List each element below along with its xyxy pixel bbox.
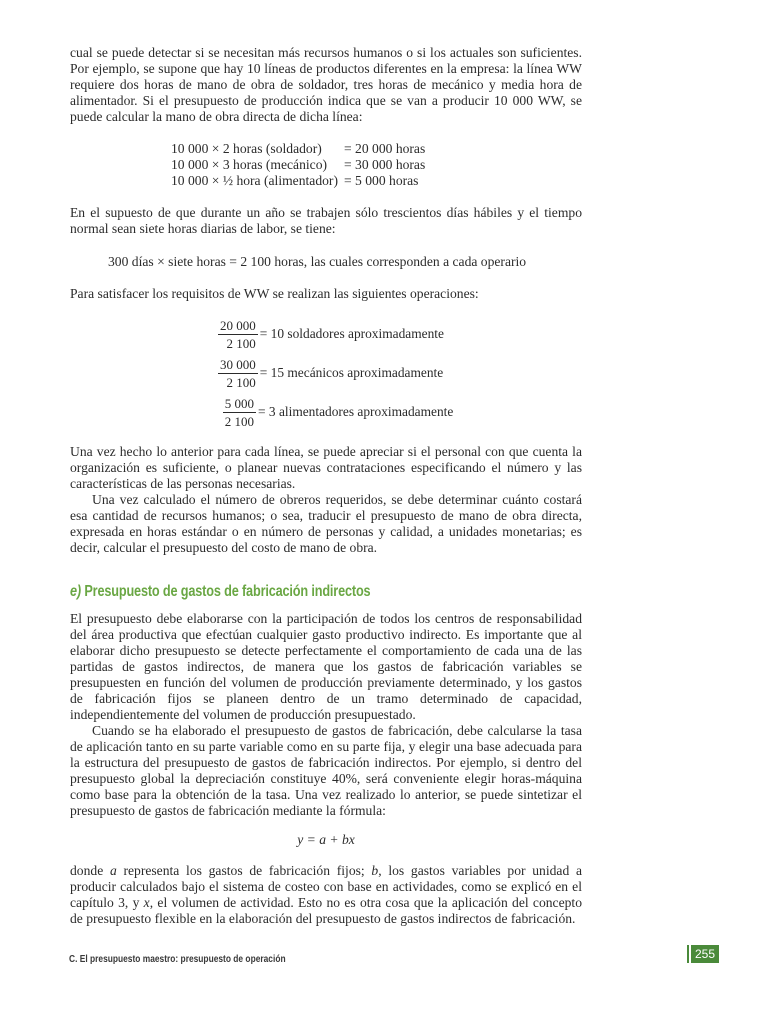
running-footer: C. El presupuesto maestro: presupuesto de operación	[69, 953, 286, 965]
hours-statement	[108, 254, 588, 270]
variable-x: x	[143, 895, 150, 910]
text-run: , el volumen de actividad. Esto no es otra cosa que la aplicación del concepto de presupuesto flexible en la elaboración del presupuesto de gastos indirectos de fabricación.	[70, 895, 582, 926]
fraction-numerator: 5 000	[224, 395, 254, 411]
variable-b: b	[371, 863, 379, 878]
text-run: , los gastos variables por unidad a producir calculados bajo el sistema de costeo con base en actividades, como se explicó en el capítulo 3, y	[70, 863, 582, 910]
section-heading	[70, 584, 370, 600]
paragraph: El presupuesto debe elaborarse con la participación de todos los centros de responsabilidad del área productiva que efectúan cualquier gasto productivo indirecto. Es importante que al elaborar dicho presupuesto se detecte perfectamente el comportamiento de cada una de las partidas de gastos indirectos, de manera que los gastos de fabricación variables se presupuesten en función del volumen de producción previamente determinado, y los gastos de fabricación fijos se planeen dentro de un tramo determinado de capacidad, independientemente del volumen de producción presupuestado.	[70, 611, 582, 722]
body-text	[70, 205, 582, 237]
body-text	[70, 611, 582, 819]
fraction-denominator: 2 100	[226, 374, 256, 390]
section-letter: e)	[70, 583, 81, 600]
equation-rhs: = 30 000 horas	[343, 157, 426, 172]
hours-equations	[171, 141, 425, 189]
paragraph: Una vez calculado el número de obreros requeridos, se debe determinar cuánto costará esa cantidad de recursos humanos; o sea, traducir el presupuesto de mano de obra directa, expresada en horas estándar o en número de personas y calidad, a unidades monetarias; es decir, calcular el presupuesto del costo de mano de obra.	[70, 492, 582, 555]
fraction-denominator: 2 100	[226, 335, 256, 351]
equation-rhs: = 20 000 horas	[343, 141, 426, 156]
equation-row	[171, 141, 425, 157]
equation-lhs: 10 000 × ½ hora (alimentador)	[171, 173, 338, 188]
equation-row	[171, 173, 425, 189]
paragraph: cual se puede detectar si se necesitan más recursos humanos o si los actuales son suficientes. Por ejemplo, se supone que hay 10 líneas de productos diferentes en la empresa: la línea WW requiere dos horas de mano de obra de soldador, tres horas de mecánico y media hora de alimentador. Si el presupuesto de producción indica que se van a producir 10 000 WW, se puede calcular la mano de obra directa de dicha línea:	[70, 45, 582, 124]
equation-rhs: = 5 000 horas	[343, 173, 419, 188]
body-text	[70, 286, 582, 302]
fraction-numerator: 30 000	[220, 356, 256, 372]
fraction-numerator: 20 000	[220, 317, 256, 333]
paragraph: En el supuesto de que durante un año se trabajen sólo trescientos días hábiles y el tiempo normal sean siete horas diarias de labor, se tiene:	[70, 205, 582, 236]
fraction-result: = 3 alimentadores aproximadamente	[258, 404, 454, 419]
body-text	[70, 444, 582, 556]
text-run: donde	[70, 863, 110, 878]
page-number-tab	[687, 945, 719, 963]
formula: y = a + bx	[297, 832, 355, 847]
fraction-result: = 15 mecánicos aproximadamente	[259, 365, 444, 380]
page-number: 255	[691, 945, 719, 963]
fraction-result: = 10 soldadores aproximadamente	[259, 326, 444, 341]
paragraph: Para satisfacer los requisitos de WW se realizan las siguientes operaciones:	[70, 286, 479, 301]
paragraph	[70, 863, 582, 927]
paragraph: 300 días × siete horas = 2 100 horas, las cuales corresponden a cada operario	[108, 254, 527, 269]
fraction-equation	[218, 394, 453, 430]
text-run: representa los gastos de fabricación fijos;	[116, 863, 372, 878]
paragraph: Cuando se ha elaborado el presupuesto de gastos de fabricación, debe calcularse la tasa de aplicación tanto en su parte variable como en su parte fija, y elegir una base adecuada para la estructura del presupuesto de gastos de fabricación indirectos. Por ejemplo, si dentro del presupuesto global la depreciación constituye 40%, será conveniente elegir horas-máquina como base para la obtención de la tasa. Una vez realizado lo anterior, se puede sintetizar el presupuesto de gastos de fabricación mediante la fórmula:	[70, 723, 582, 818]
fraction-equation	[218, 316, 444, 352]
body-text	[70, 45, 582, 125]
equation-lhs: 10 000 × 2 horas (soldador)	[171, 141, 322, 156]
paragraph: Una vez hecho lo anterior para cada línea, se puede apreciar si el personal con que cuenta la organización es suficiente, o planear nuevas contrataciones especificando el número y las características de las personas necesarias.	[70, 444, 582, 491]
fraction-denominator: 2 100	[224, 413, 254, 429]
fraction	[218, 318, 258, 351]
page-tab-bar	[687, 945, 689, 963]
fraction-equation	[218, 355, 443, 391]
equation-lhs: 10 000 × 3 horas (mecánico)	[171, 157, 328, 172]
fraction	[218, 396, 256, 429]
variable-a: a	[109, 863, 117, 878]
section-title: Presupuesto de gastos de fabricación indirectos	[80, 583, 371, 600]
fraction	[218, 357, 258, 390]
body-text	[70, 863, 582, 927]
equation-row	[171, 157, 425, 173]
